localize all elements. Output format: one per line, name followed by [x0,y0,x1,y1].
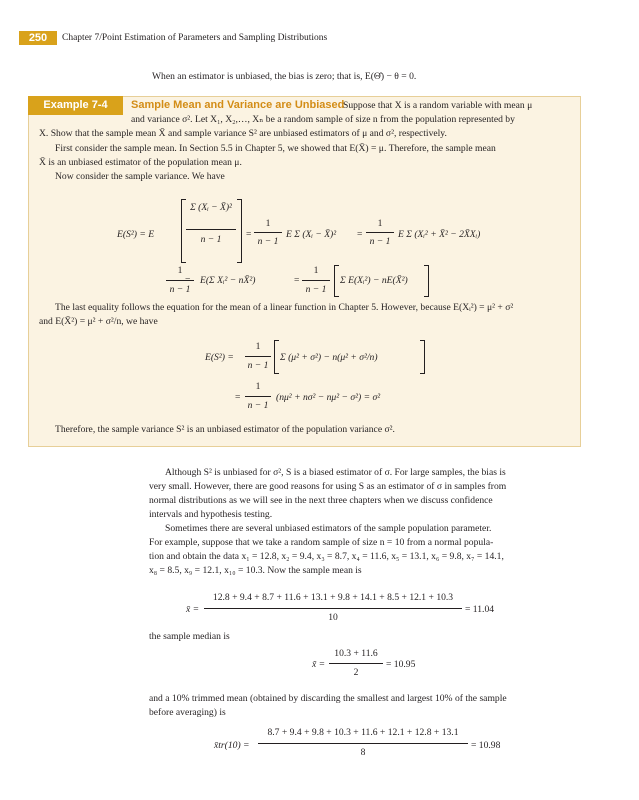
fraction-one: 1 [255,381,261,392]
median-denominator: 2 [353,667,359,678]
line3-content: Σ (μ² + σ²) − n(μ² + σ²/n) [280,352,378,363]
expect-sum-dev: E Σ (Xᵢ − X̄)² [286,229,337,240]
equals-sign: = [357,229,363,240]
median-lhs: x̃ = [312,659,326,670]
page-number: 250 [19,31,57,45]
fraction-bar [302,280,330,281]
fraction-bar [204,608,462,609]
line2-a: E(Σ Xᵢ² − nX̄²) [200,275,256,286]
example-para1-line3: X. Show that the sample mean X̄ and sample variance S² are unbiased estimators of μ and σ², respectively. [39,128,447,139]
fraction-one: 1 [255,341,261,352]
equals-sign: = [235,392,241,403]
equals-sign: = [294,275,300,286]
median-numerator: 10.3 + 11.6 [334,648,378,659]
example-heading: Sample Mean and Variance are Unbiased [131,99,345,111]
median-result: = 10.95 [386,659,416,670]
example-para4-line1: The last equality follows the equation for the mean of a linear function in Chapter 5. However, because E(Xᵢ²) = μ² + σ² [55,302,514,313]
line4-content: (nμ² + nσ² − nμ² − σ²) = σ² [276,392,381,403]
bracket-right [237,199,242,263]
intro-sentence: When an estimator is unbiased, the bias is zero; that is, E(Θ̂) − θ = 0. [152,71,417,82]
fraction-one: 1 [265,218,271,229]
mean-lhs: x̄ = [186,604,200,615]
fraction-bar [186,229,236,230]
example-para2-line2: X̄ is an unbiased estimator of the population mean μ. [39,157,242,168]
fraction-one: 1 [177,265,183,276]
es2-lhs: E(S²) = E [117,229,155,240]
body-p1-line2: very small. However, there are good reasons for using S as an estimator of σ in samples from [149,481,507,492]
mean-denominator: 10 [328,612,338,623]
trim-denominator: 8 [360,747,366,758]
expect-sum-expand: E Σ (Xᵢ² + X̄² − 2X̄Xᵢ) [398,229,481,240]
chapter-title: Chapter 7/Point Estimation of Parameters and Sampling Distributions [62,33,328,43]
line2-b: Σ E(Xᵢ²) − nE(X̄²) [340,275,408,286]
fraction-bar [329,663,383,664]
mean-numerator: 12.8 + 9.4 + 8.7 + 11.6 + 13.1 + 9.8 + 14.1 + 8.5 + 12.1 + 10.3 [212,592,454,603]
fraction-denominator: n − 1 [257,236,279,247]
fraction-bar [245,356,271,357]
fraction-bar [258,743,468,744]
example-para3: Now consider the sample variance. We have [55,171,225,182]
fraction-one: 1 [377,218,383,229]
line3-lhs: E(S²) = [205,352,234,363]
bracket-right [420,340,425,374]
bracket-left [274,340,279,374]
body-p2-line3: tion and obtain the data x₁ = 12.8, x₂ = 9.4, x₃ = 8.7, x₄ = 11.6, x₅ = 13.1, x₆ = 9.8, x₇ = 14.1, [149,551,504,562]
body-p1-line3: normal distributions as we will see in the next three chapters when we discuss confidence [149,495,493,506]
bracket-right [424,265,429,297]
trimmed-line1: and a 10% trimmed mean (obtained by discarding the smallest and largest 10% of the sample [149,693,507,704]
fraction-bar [254,232,282,233]
body-p2-line1: Sometimes there are several unbiased estimators of the sample population parameter. [165,523,492,534]
trim-result: = 10.98 [471,740,501,751]
body-p1-line1: Although S² is unbiased for σ², S is a biased estimator of σ. For large samples, the bias is [165,467,506,478]
fraction-one: 1 [313,265,319,276]
bracket-left [334,265,339,297]
trimmed-line2: before averaging) is [149,707,226,718]
example-label: Example 7-4 [28,96,123,115]
trim-lhs: x̄tr(10) = [214,740,250,751]
equals-sign: = [185,275,191,286]
median-intro: the sample median is [149,631,230,642]
example-para1-line1: Suppose that X is a random variable with mean μ [343,100,533,111]
fraction-denominator: n − 1 [247,360,269,371]
fraction-denominator: n − 1 [305,284,327,295]
example-conclusion: Therefore, the sample variance S² is an unbiased estimator of the population variance σ². [55,424,395,435]
fraction-denominator: n − 1 [369,236,391,247]
fraction-denominator: n − 1 [169,284,191,295]
fraction-bar [366,232,394,233]
body-p1-line4: intervals and hypothesis testing. [149,509,273,520]
example-para2-line1: First consider the sample mean. In Section 5.5 in Chapter 5, we showed that E(X̄) = μ. Therefore, the sample mean [55,143,496,154]
example-para4-line2: and E(X̄²) = μ² + σ²/n, we have [39,316,158,327]
es2-numerator: Σ (Xᵢ − X̄)² [190,202,232,213]
equals-sign: = [246,229,252,240]
fraction-denominator: n − 1 [247,400,269,411]
example-para1-line2: and variance σ². Let X₁, X₂,…, Xₙ be a random sample of size n from the population represented by [131,114,515,125]
body-p2-line2: For example, suppose that we take a random sample of size n = 10 from a normal popula- [149,537,494,548]
fraction-bar [245,396,271,397]
trim-numerator: 8.7 + 9.4 + 9.8 + 10.3 + 11.6 + 12.1 + 12.8 + 13.1 [267,727,459,738]
fraction-bar [166,280,194,281]
es2-denominator: n − 1 [200,234,222,245]
body-p2-line4: x₈ = 8.5, x₉ = 12.1, x₁₀ = 10.3. Now the sample mean is [149,565,362,576]
mean-result: = 11.04 [465,604,495,615]
